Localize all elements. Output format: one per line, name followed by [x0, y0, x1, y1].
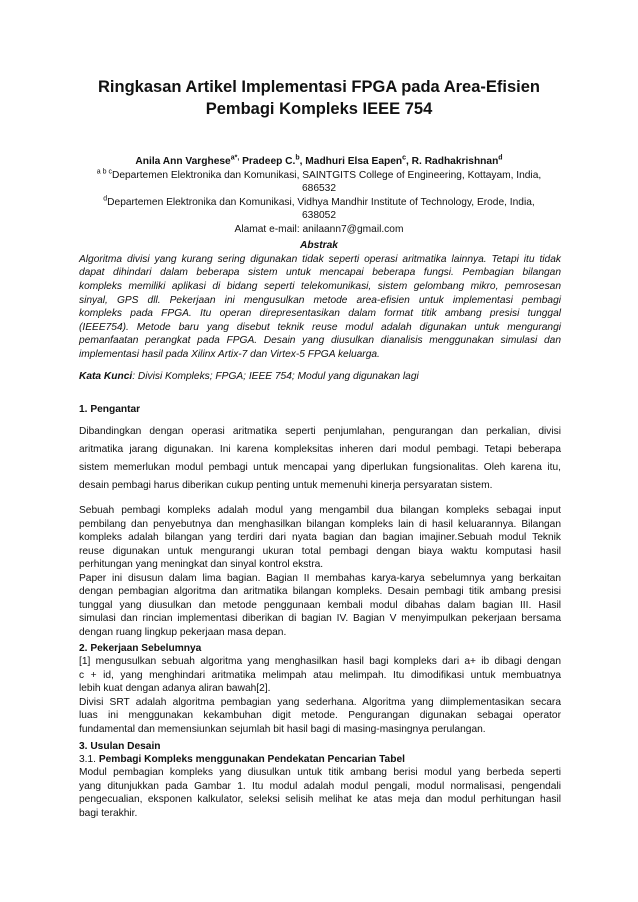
paragraph-line: tunggal yang diusulkan dan metode penggunaan kembali modul dibahas dalam bagian III. Hasil	[79, 600, 561, 611]
paragraph-line: [1] mengusulkan sebuah algoritma yang menghasilkan hasil bagi kompleks dari a+ ib dibagi dengan	[79, 656, 561, 667]
affiliation-abc	[0, 169, 638, 182]
email: Alamat e-mail: anilaann7@gmail.com	[234, 224, 404, 235]
abstract-heading: Abstrak	[300, 240, 338, 251]
paragraph-line: Sebuah pembagi kompleks adalah modul yang mengambil dua bilangan kompleks sebagai input	[79, 505, 561, 516]
abstract-line: kompleks memiliki aplikasi di bidang seperti telekomunikasi, sistem gelombang mikro, pemrosesan	[79, 281, 561, 292]
affiliation-d-text: Departemen Elektronika dan Komunikasi, Vidhya Mandhir Institute of Technology, Erode, India,	[107, 197, 535, 208]
paragraph-line: c + id, yang menghindari aritmatika melimpah atau melimpah. Itu dimodifikasi untuk membuatnya	[79, 670, 561, 681]
abstract-line: pemanfaatan perangkat pada FPGA. Desain yang diusulkan dianalisis menggunakan simulasi dan	[79, 335, 561, 346]
author-2-sup: b	[295, 154, 300, 162]
paragraph-line: Divisi SRT adalah algoritma pembagian yang sederhana. Algoritma yang diimplementasikan secara	[79, 697, 561, 708]
paragraph-line: kompleks adalah bilangan yang terdiri dari nyata bagian dan bagian imajiner.Sebuah modul Teknik	[79, 532, 561, 543]
author-1-sup: a*,	[230, 154, 240, 162]
paragraph-line: luas ini menggunakan kekambuhan digit metode. Pengurangan digunakan sebagai operator	[79, 710, 561, 721]
subsection-title: Pembagi Kompleks menggunakan Pendekatan Pencarian Tabel	[98, 754, 405, 765]
paragraph-line: lebih kuat dengan adanya aliran bawah[2].	[79, 683, 271, 694]
paragraph-line: fundamental dan memensiunkan sejumlah bit hasil bagi di masing-masingnya perulangan.	[79, 724, 486, 735]
paragraph-line: perhitungan yang meningkat dan sinyal kontrol ekstra.	[79, 559, 324, 570]
paragraph-line: simulasi dan rincian implementasi diberikan di bagian IV. Bagian V menyimpulkan pekerjaan bersama	[79, 613, 561, 624]
paragraph-line: sistem memerlukan modul pembagi untuk mencapai yang diperlukan fungsionalitas. Oleh karena itu,	[79, 462, 561, 473]
paragraph-line: bagi terakhir.	[79, 808, 138, 819]
author-3: , Madhuri Elsa Eapen	[299, 156, 403, 167]
affiliation-abc-text: Departemen Elektronika dan Komunikasi, SAINTGITS College of Engineering, Kottayam, India,	[111, 170, 542, 181]
abstract-line: implementasi hasil pada Xilinx Artix-7 dan Virtex-5 FPGA keluarga.	[79, 349, 380, 360]
paragraph-line: pembilang dan penyebutnya dan menghasilkan bilangan kompleks lain di hasil keluarannya. Bilangan	[79, 519, 561, 530]
abstract-line: Algoritma divisi yang kurang sering digunakan tidak seperti operasi aritmatika lainnya. Tetapi itu tidak	[79, 254, 561, 265]
author-2: Pradeep C.	[242, 156, 296, 167]
author-1: Anila Ann Varghese	[135, 156, 231, 167]
paragraph-line: reuse digunakan untuk mengurangi ukuran total pembagi dengan biaya waktu komputasi hasil	[79, 546, 561, 557]
paragraph-line: Dibandingkan dengan operasi aritmatika seperti penjumlahan, pengurangan dan perkalian, divisi	[79, 426, 561, 437]
author-3-sup: c	[402, 154, 407, 162]
paragraph-line: Modul pembagian kompleks yang diusulkan untuk titik ambang berisi modul yang berbeda seperti	[79, 767, 561, 778]
section-2-heading: 2. Pekerjaan Sebelumnya	[79, 643, 202, 654]
affiliation-d-sup: d	[103, 195, 108, 203]
paragraph-line: dengan pembagian algoritma dan aritmatika bilangan kompleks. Desain pembagi titik ambang presisi	[79, 586, 561, 597]
subsection-3-1-heading	[79, 753, 405, 766]
abstract-line: sinyal, GPS dll. Pekerjaan ini mengusulkan metode area-efisien untuk implementasi pembagi	[79, 295, 561, 306]
keywords	[79, 370, 419, 383]
abstract-line: (IEEE754). Metode baru yang disebut teknik reuse modul adalah digunakan untuk mengurangi	[79, 322, 561, 333]
abstract-line: dapat dihindari dalam beberapa sistem untuk mencapai beberapa fungsi. Pembagian bilangan	[79, 267, 561, 278]
title-line-1: Ringkasan Artikel Implementasi FPGA pada Area-Efisien	[98, 78, 540, 96]
affiliation-d	[0, 196, 638, 209]
author-4-sup: d	[498, 154, 503, 162]
subsection-number: 3.1.	[79, 754, 96, 765]
affiliation-abc-zip: 686532	[302, 183, 336, 194]
section-1-heading: 1. Pengantar	[79, 404, 141, 415]
paper-title	[40, 76, 598, 120]
affiliation-d-zip: 638052	[302, 210, 336, 221]
title-line-2: Pembagi Kompleks IEEE 754	[205, 100, 433, 118]
paragraph-line: desain pembagi harus diberikan cukup penting untuk memenuhi kinerja persyaratan sistem.	[79, 480, 493, 491]
paragraph-line: yang ditunjukkan pada Gambar 1. Itu modul adalah modul pengali, modul normalisasi, pengendali	[79, 781, 561, 792]
paragraph-line: Paper ini disusun dalam lima bagian. Bagian II membahas karya-karya sebelumnya yang berkaitan	[79, 573, 561, 584]
author-4: , R. Radhakrishnan	[406, 156, 499, 167]
keywords-text: : Divisi Kompleks; FPGA; IEEE 754; Modul yang digunakan lagi	[132, 371, 419, 382]
abstract-line: kompleks pada FPGA. Itu operan direpresentasikan dalam format titik ambang presisi tunggal	[79, 308, 561, 319]
author-line	[0, 155, 638, 168]
paragraph-line: dengan ruang lingkup pekerjaan masa depan.	[79, 627, 287, 638]
affiliation-abc-sup: a b c	[96, 168, 112, 176]
paragraph-line: pengecualian, eksponen kalkulator, seleksi selisih melihat ke atas meja dan modul perhitungan hasil	[79, 794, 561, 805]
paragraph-line: aritmatika jarang digunakan. Ini karena kompleksitas inheren dari modul pembagi. Tetapi beberapa	[79, 444, 561, 455]
section-3-heading: 3. Usulan Desain	[79, 741, 161, 752]
keywords-label: Kata Kunci	[79, 371, 133, 382]
